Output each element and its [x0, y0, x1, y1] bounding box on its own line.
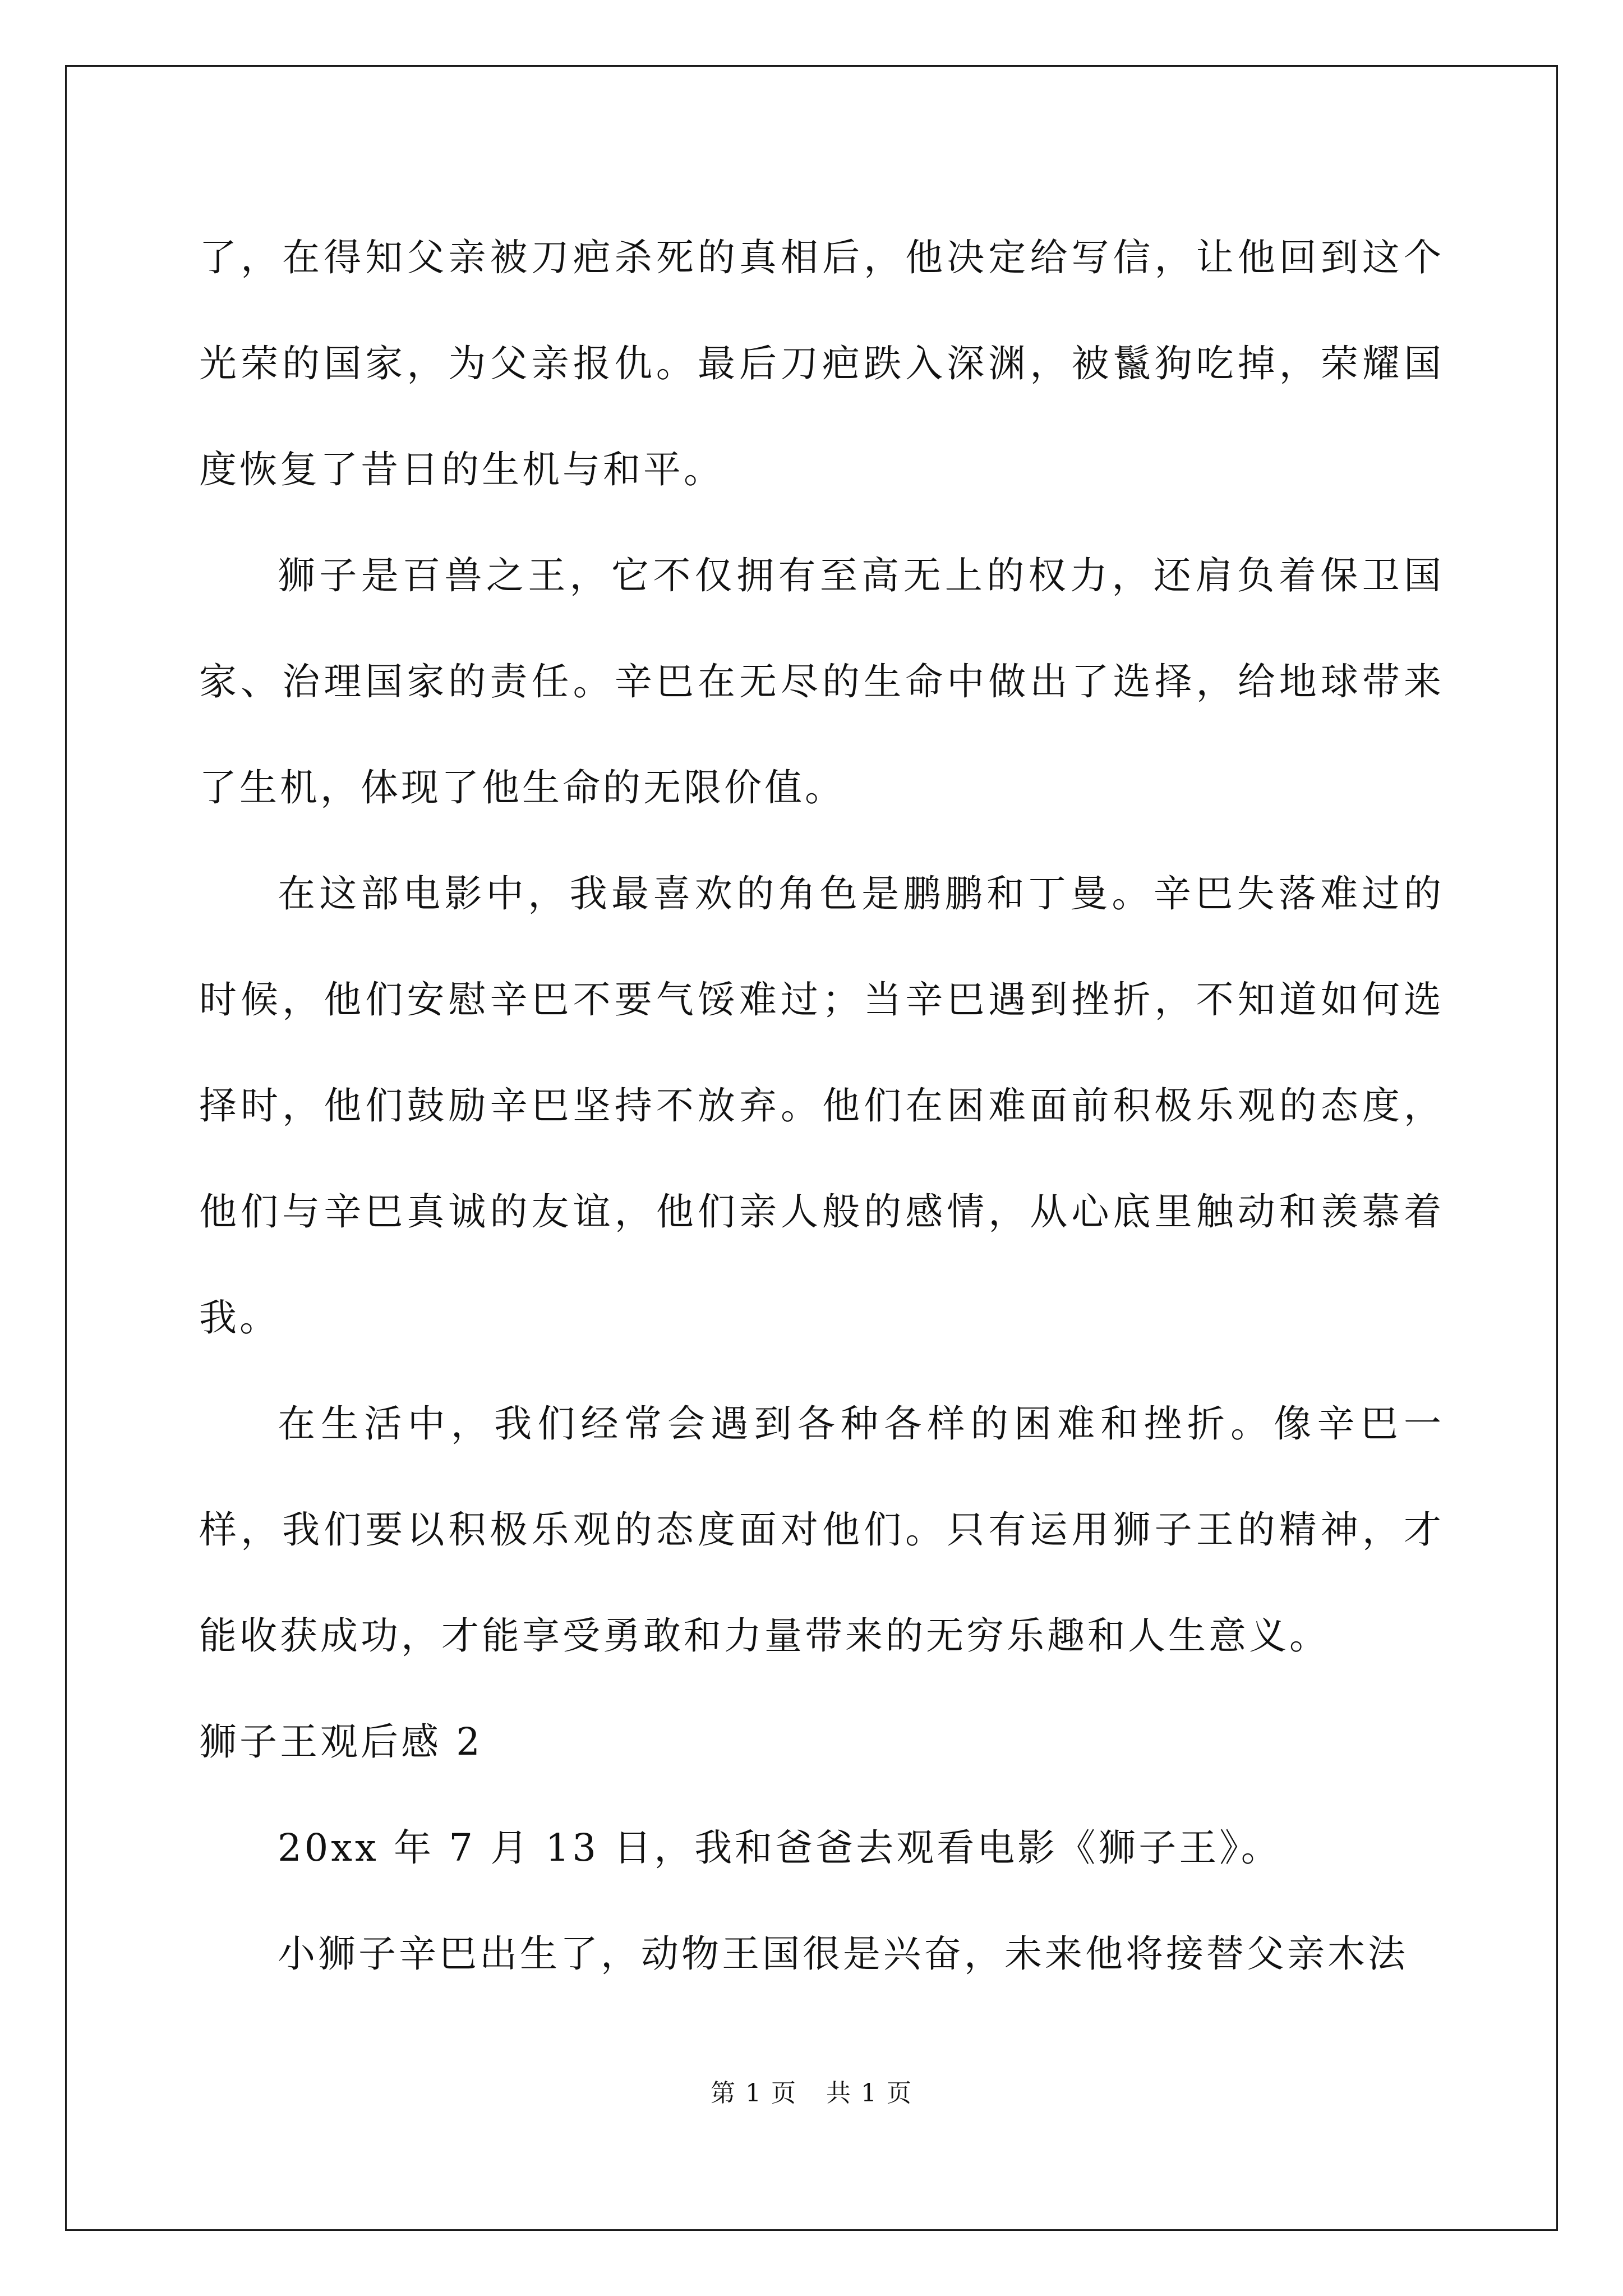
page-total: 共 1 页 [826, 2079, 912, 2108]
page-footer [0, 2077, 1623, 2110]
paragraph-3: 在这部电影中，我最喜欢的角色是鹏鹏和丁曼。辛巴失落难过的时候，他们安慰辛巴不要气馁难过；当辛巴遇到挫折，不知道如何选择时，他们鼓励辛巴坚持不放弃。他们在困难面前积极乐观的态度，他们与辛巴真诚的友谊，他们亲人般的感情，从心底里触动和羡慕着我。 [199, 872, 1444, 1340]
paragraph-6: 小狮子辛巴出生了，动物王国很是兴奋，未来他将接替父亲木法 [278, 1932, 1408, 1976]
document-body [199, 205, 1444, 2007]
paragraph-1: 了，在得知父亲被刀疤杀死的真相后，他决定给写信，让他回到这个光荣的国家，为父亲报仇。最后刀疤跌入深渊，被鬣狗吃掉，荣耀国度恢复了昔日的生机与和平。 [199, 236, 1444, 491]
paragraph-2: 狮子是百兽之王，它不仅拥有至高无上的权力，还肩负着保卫国家、治理国家的责任。辛巴在无尽的生命中做出了选择，给地球带来了生机，体现了他生命的无限价值。 [199, 554, 1444, 809]
section-heading: 狮子王观后感 2 [199, 1720, 483, 1764]
paragraph-5: 20xx 年 7 月 13 日，我和爸爸去观看电影《狮子王》。 [278, 1826, 1281, 1870]
paragraph-4: 在生活中，我们经常会遇到各种各样的困难和挫折。像辛巴一样，我们要以积极乐观的态度面对他们。只有运用狮子王的精神，才能收获成功，才能享受勇敢和力量带来的无穷乐趣和人生意义。 [199, 1402, 1444, 1658]
page-number: 第 1 页 [711, 2079, 797, 2108]
